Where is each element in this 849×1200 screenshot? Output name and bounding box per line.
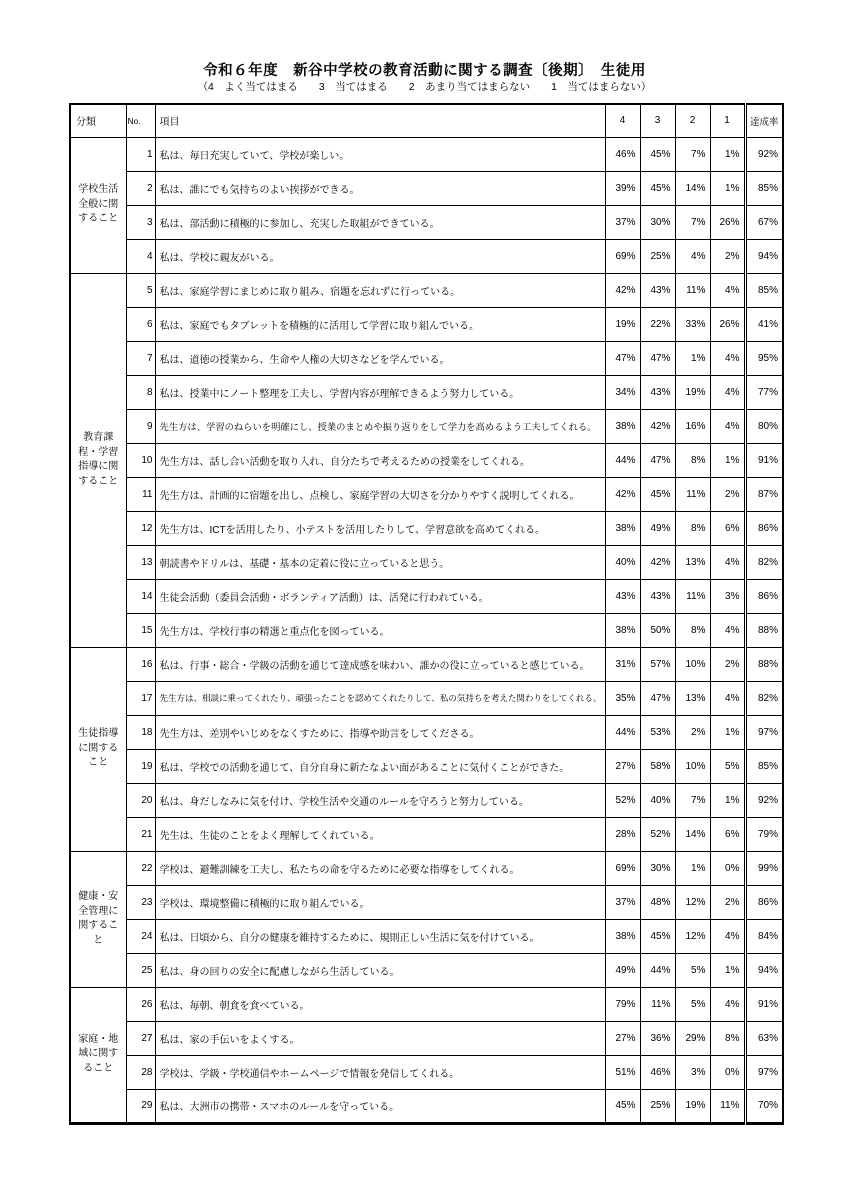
survey-results-table bbox=[69, 103, 784, 1125]
survey-table-body bbox=[70, 137, 783, 1123]
value-rating-3: 47% bbox=[640, 681, 675, 715]
value-rating-2: 7% bbox=[675, 783, 710, 817]
achievement-rate: 84% bbox=[745, 919, 783, 953]
value-rating-3: 44% bbox=[640, 953, 675, 987]
row-number: 7 bbox=[126, 341, 155, 375]
value-rating-4: 46% bbox=[605, 137, 640, 171]
page-title: 令和６年度 新谷中学校の教育活動に関する調査〔後期〕 生徒用 bbox=[203, 63, 646, 79]
achievement-rate: 94% bbox=[745, 239, 783, 273]
value-rating-2: 5% bbox=[675, 987, 710, 1021]
value-rating-4: 34% bbox=[605, 375, 640, 409]
achievement-rate: 85% bbox=[745, 171, 783, 205]
table-row bbox=[70, 783, 783, 817]
header-achievement-rate: 達成率 bbox=[745, 104, 783, 137]
value-rating-4: 40% bbox=[605, 545, 640, 579]
value-rating-1: 0% bbox=[710, 851, 745, 885]
value-rating-3: 50% bbox=[640, 613, 675, 647]
value-rating-1: 2% bbox=[710, 477, 745, 511]
value-rating-1: 2% bbox=[710, 239, 745, 273]
table-row bbox=[70, 749, 783, 783]
value-rating-3: 42% bbox=[640, 409, 675, 443]
value-rating-3: 43% bbox=[640, 375, 675, 409]
value-rating-4: 31% bbox=[605, 647, 640, 681]
row-number: 10 bbox=[126, 443, 155, 477]
value-rating-1: 5% bbox=[710, 749, 745, 783]
value-rating-4: 42% bbox=[605, 273, 640, 307]
table-row bbox=[70, 477, 783, 511]
value-rating-1: 4% bbox=[710, 545, 745, 579]
header-rating-4: 4 bbox=[605, 104, 640, 137]
value-rating-4: 49% bbox=[605, 953, 640, 987]
item-text: 私は、誰にでも気持ちのよい挨拶ができる。 bbox=[155, 171, 605, 205]
table-row bbox=[70, 1021, 783, 1055]
value-rating-4: 35% bbox=[605, 681, 640, 715]
row-number: 29 bbox=[126, 1089, 155, 1123]
value-rating-2: 10% bbox=[675, 749, 710, 783]
value-rating-1: 4% bbox=[710, 987, 745, 1021]
item-text: 先生方は、学校行事の精選と重点化を図っている。 bbox=[155, 613, 605, 647]
table-row bbox=[70, 715, 783, 749]
value-rating-3: 25% bbox=[640, 1089, 675, 1123]
achievement-rate: 79% bbox=[745, 817, 783, 851]
row-number: 28 bbox=[126, 1055, 155, 1089]
achievement-rate: 80% bbox=[745, 409, 783, 443]
value-rating-4: 44% bbox=[605, 443, 640, 477]
value-rating-1: 1% bbox=[710, 171, 745, 205]
row-number: 24 bbox=[126, 919, 155, 953]
value-rating-4: 37% bbox=[605, 205, 640, 239]
value-rating-1: 1% bbox=[710, 715, 745, 749]
value-rating-4: 38% bbox=[605, 919, 640, 953]
value-rating-4: 51% bbox=[605, 1055, 640, 1089]
category-cell: 学校生活全般に関すること bbox=[70, 137, 126, 273]
row-number: 18 bbox=[126, 715, 155, 749]
item-text: 学校は、環境整備に積極的に取り組んでいる。 bbox=[155, 885, 605, 919]
value-rating-4: 44% bbox=[605, 715, 640, 749]
value-rating-3: 46% bbox=[640, 1055, 675, 1089]
table-row bbox=[70, 851, 783, 885]
value-rating-2: 4% bbox=[675, 239, 710, 273]
value-rating-1: 2% bbox=[710, 885, 745, 919]
achievement-rate: 86% bbox=[745, 579, 783, 613]
value-rating-3: 52% bbox=[640, 817, 675, 851]
row-number: 16 bbox=[126, 647, 155, 681]
table-row bbox=[70, 545, 783, 579]
row-number: 14 bbox=[126, 579, 155, 613]
row-number: 26 bbox=[126, 987, 155, 1021]
item-text: 私は、身の回りの安全に配慮しながら生活している。 bbox=[155, 953, 605, 987]
header-item: 項目 bbox=[155, 104, 605, 137]
category-cell: 健康・安全管理に関すること bbox=[70, 851, 126, 987]
table-row bbox=[70, 647, 783, 681]
value-rating-2: 13% bbox=[675, 681, 710, 715]
value-rating-2: 3% bbox=[675, 1055, 710, 1089]
value-rating-2: 11% bbox=[675, 273, 710, 307]
value-rating-1: 26% bbox=[710, 307, 745, 341]
item-text: 学校は、避難訓練を工夫し、私たちの命を守るために必要な指導をしてくれる。 bbox=[155, 851, 605, 885]
item-text: 先生方は、話し合い活動を取り入れ、自分たちで考えるための授業をしてくれる。 bbox=[155, 443, 605, 477]
category-cell: 教育課程・学習指導に関すること bbox=[70, 273, 126, 647]
value-rating-1: 6% bbox=[710, 817, 745, 851]
row-number: 1 bbox=[126, 137, 155, 171]
value-rating-4: 45% bbox=[605, 1089, 640, 1123]
item-text: 私は、家の手伝いをよくする。 bbox=[155, 1021, 605, 1055]
value-rating-2: 5% bbox=[675, 953, 710, 987]
value-rating-4: 19% bbox=[605, 307, 640, 341]
row-number: 12 bbox=[126, 511, 155, 545]
value-rating-3: 47% bbox=[640, 341, 675, 375]
value-rating-3: 22% bbox=[640, 307, 675, 341]
row-number: 20 bbox=[126, 783, 155, 817]
achievement-rate: 87% bbox=[745, 477, 783, 511]
value-rating-1: 8% bbox=[710, 1021, 745, 1055]
value-rating-2: 1% bbox=[675, 341, 710, 375]
achievement-rate: 86% bbox=[745, 511, 783, 545]
row-number: 4 bbox=[126, 239, 155, 273]
achievement-rate: 85% bbox=[745, 273, 783, 307]
table-row bbox=[70, 1055, 783, 1089]
header-category: 分類 bbox=[70, 104, 126, 137]
value-rating-2: 12% bbox=[675, 919, 710, 953]
value-rating-3: 49% bbox=[640, 511, 675, 545]
value-rating-4: 69% bbox=[605, 239, 640, 273]
table-row bbox=[70, 273, 783, 307]
table-row bbox=[70, 817, 783, 851]
value-rating-2: 13% bbox=[675, 545, 710, 579]
row-number: 5 bbox=[126, 273, 155, 307]
item-text: 生徒会活動（委員会活動・ボランティア活動）は、活発に行われている。 bbox=[155, 579, 605, 613]
item-text: 先生方は、計画的に宿題を出し、点検し、家庭学習の大切さを分かりやすく説明してくれる。 bbox=[155, 477, 605, 511]
value-rating-1: 4% bbox=[710, 919, 745, 953]
value-rating-3: 25% bbox=[640, 239, 675, 273]
row-number: 13 bbox=[126, 545, 155, 579]
achievement-rate: 92% bbox=[745, 137, 783, 171]
value-rating-3: 45% bbox=[640, 477, 675, 511]
value-rating-1: 0% bbox=[710, 1055, 745, 1089]
value-rating-3: 53% bbox=[640, 715, 675, 749]
achievement-rate: 77% bbox=[745, 375, 783, 409]
header-rating-1: 1 bbox=[710, 104, 745, 137]
row-number: 21 bbox=[126, 817, 155, 851]
table-header-row bbox=[70, 104, 783, 137]
header-rating-3: 3 bbox=[640, 104, 675, 137]
achievement-rate: 67% bbox=[745, 205, 783, 239]
value-rating-4: 47% bbox=[605, 341, 640, 375]
value-rating-2: 14% bbox=[675, 171, 710, 205]
value-rating-1: 4% bbox=[710, 409, 745, 443]
achievement-rate: 97% bbox=[745, 715, 783, 749]
table-row bbox=[70, 307, 783, 341]
table-row bbox=[70, 171, 783, 205]
value-rating-2: 19% bbox=[675, 1089, 710, 1123]
value-rating-2: 11% bbox=[675, 579, 710, 613]
value-rating-4: 27% bbox=[605, 749, 640, 783]
value-rating-4: 38% bbox=[605, 511, 640, 545]
table-row bbox=[70, 681, 783, 715]
value-rating-4: 52% bbox=[605, 783, 640, 817]
value-rating-1: 1% bbox=[710, 953, 745, 987]
achievement-rate: 88% bbox=[745, 613, 783, 647]
value-rating-3: 57% bbox=[640, 647, 675, 681]
achievement-rate: 88% bbox=[745, 647, 783, 681]
value-rating-2: 11% bbox=[675, 477, 710, 511]
item-text: 先生方は、ICTを活用したり、小テストを活用したりして、学習意欲を高めてくれる。 bbox=[155, 511, 605, 545]
row-number: 11 bbox=[126, 477, 155, 511]
value-rating-1: 26% bbox=[710, 205, 745, 239]
row-number: 2 bbox=[126, 171, 155, 205]
achievement-rate: 99% bbox=[745, 851, 783, 885]
value-rating-3: 48% bbox=[640, 885, 675, 919]
table-row bbox=[70, 511, 783, 545]
value-rating-2: 8% bbox=[675, 511, 710, 545]
value-rating-3: 30% bbox=[640, 205, 675, 239]
value-rating-3: 43% bbox=[640, 273, 675, 307]
item-text: 私は、授業中にノート整理を工夫し、学習内容が理解できるよう努力している。 bbox=[155, 375, 605, 409]
value-rating-4: 42% bbox=[605, 477, 640, 511]
item-text: 私は、道徳の授業から、生命や人権の大切さなどを学んでいる。 bbox=[155, 341, 605, 375]
item-text: 先生方は、学習のねらいを明確にし、授業のまとめや振り返りをして学力を高めるよう工夫してくれる。 bbox=[155, 409, 605, 443]
value-rating-3: 43% bbox=[640, 579, 675, 613]
value-rating-4: 27% bbox=[605, 1021, 640, 1055]
achievement-rate: 94% bbox=[745, 953, 783, 987]
row-number: 15 bbox=[126, 613, 155, 647]
row-number: 27 bbox=[126, 1021, 155, 1055]
value-rating-2: 7% bbox=[675, 137, 710, 171]
value-rating-1: 4% bbox=[710, 681, 745, 715]
value-rating-1: 1% bbox=[710, 137, 745, 171]
row-number: 6 bbox=[126, 307, 155, 341]
table-row bbox=[70, 239, 783, 273]
row-number: 3 bbox=[126, 205, 155, 239]
item-text: 朝読書やドリルは、基礎・基本の定着に役に立っていると思う。 bbox=[155, 545, 605, 579]
achievement-rate: 97% bbox=[745, 1055, 783, 1089]
value-rating-4: 38% bbox=[605, 613, 640, 647]
value-rating-3: 42% bbox=[640, 545, 675, 579]
item-text: 先生方は、差別やいじめをなくすために、指導や助言をしてくださる。 bbox=[155, 715, 605, 749]
item-text: 私は、毎日充実していて、学校が楽しい。 bbox=[155, 137, 605, 171]
table-row bbox=[70, 443, 783, 477]
item-text: 私は、行事・総合・学級の活動を通じて達成感を味わい、誰かの役に立っていると感じている。 bbox=[155, 647, 605, 681]
achievement-rate: 82% bbox=[745, 545, 783, 579]
table-row bbox=[70, 205, 783, 239]
value-rating-4: 28% bbox=[605, 817, 640, 851]
value-rating-1: 2% bbox=[710, 647, 745, 681]
value-rating-3: 47% bbox=[640, 443, 675, 477]
value-rating-1: 4% bbox=[710, 273, 745, 307]
row-number: 19 bbox=[126, 749, 155, 783]
value-rating-1: 3% bbox=[710, 579, 745, 613]
header-rating-2: 2 bbox=[675, 104, 710, 137]
category-cell: 生徒指導に関すること bbox=[70, 647, 126, 851]
table-row bbox=[70, 137, 783, 171]
achievement-rate: 70% bbox=[745, 1089, 783, 1123]
table-row bbox=[70, 919, 783, 953]
achievement-rate: 63% bbox=[745, 1021, 783, 1055]
value-rating-3: 45% bbox=[640, 171, 675, 205]
value-rating-2: 16% bbox=[675, 409, 710, 443]
value-rating-1: 4% bbox=[710, 613, 745, 647]
achievement-rate: 41% bbox=[745, 307, 783, 341]
achievement-rate: 92% bbox=[745, 783, 783, 817]
value-rating-2: 10% bbox=[675, 647, 710, 681]
value-rating-1: 6% bbox=[710, 511, 745, 545]
value-rating-2: 14% bbox=[675, 817, 710, 851]
value-rating-3: 11% bbox=[640, 987, 675, 1021]
rating-scale-legend: （4 よく当てはまる 3 当てはまる 2 あまり当てはまらない 1 当てはまらない） bbox=[197, 81, 652, 93]
row-number: 25 bbox=[126, 953, 155, 987]
value-rating-2: 19% bbox=[675, 375, 710, 409]
table-row bbox=[70, 375, 783, 409]
item-text: 私は、毎朝、朝食を食べている。 bbox=[155, 987, 605, 1021]
value-rating-2: 8% bbox=[675, 613, 710, 647]
achievement-rate: 82% bbox=[745, 681, 783, 715]
value-rating-2: 8% bbox=[675, 443, 710, 477]
table-row bbox=[70, 409, 783, 443]
item-text: 学校は、学級・学校通信やホームページで情報を発信してくれる。 bbox=[155, 1055, 605, 1089]
achievement-rate: 91% bbox=[745, 987, 783, 1021]
row-number: 22 bbox=[126, 851, 155, 885]
value-rating-2: 1% bbox=[675, 851, 710, 885]
value-rating-3: 30% bbox=[640, 851, 675, 885]
table-row bbox=[70, 341, 783, 375]
value-rating-4: 38% bbox=[605, 409, 640, 443]
table-row bbox=[70, 885, 783, 919]
value-rating-4: 69% bbox=[605, 851, 640, 885]
table-row bbox=[70, 953, 783, 987]
value-rating-1: 1% bbox=[710, 783, 745, 817]
value-rating-4: 39% bbox=[605, 171, 640, 205]
item-text: 私は、日頃から、自分の健康を維持するために、規則正しい生活に気を付けている。 bbox=[155, 919, 605, 953]
table-row bbox=[70, 579, 783, 613]
value-rating-3: 40% bbox=[640, 783, 675, 817]
value-rating-1: 4% bbox=[710, 375, 745, 409]
item-text: 私は、学校に親友がいる。 bbox=[155, 239, 605, 273]
value-rating-3: 58% bbox=[640, 749, 675, 783]
value-rating-3: 36% bbox=[640, 1021, 675, 1055]
achievement-rate: 91% bbox=[745, 443, 783, 477]
value-rating-2: 33% bbox=[675, 307, 710, 341]
item-text: 私は、家庭学習にまじめに取り組み、宿題を忘れずに行っている。 bbox=[155, 273, 605, 307]
row-number: 8 bbox=[126, 375, 155, 409]
row-number: 9 bbox=[126, 409, 155, 443]
table-row bbox=[70, 1089, 783, 1123]
achievement-rate: 95% bbox=[745, 341, 783, 375]
item-text: 私は、大洲市の携帯・スマホのルールを守っている。 bbox=[155, 1089, 605, 1123]
item-text: 先生は、生徒のことをよく理解してくれている。 bbox=[155, 817, 605, 851]
value-rating-1: 4% bbox=[710, 341, 745, 375]
item-text: 先生方は、相談に乗ってくれたり、頑張ったことを認めてくれたりして、私の気持ちを考えた関わりをしてくれる。 bbox=[155, 681, 605, 715]
value-rating-2: 29% bbox=[675, 1021, 710, 1055]
achievement-rate: 86% bbox=[745, 885, 783, 919]
value-rating-1: 1% bbox=[710, 443, 745, 477]
value-rating-2: 12% bbox=[675, 885, 710, 919]
item-text: 私は、部活動に積極的に参加し、充実した取組ができている。 bbox=[155, 205, 605, 239]
value-rating-4: 43% bbox=[605, 579, 640, 613]
value-rating-4: 37% bbox=[605, 885, 640, 919]
value-rating-2: 2% bbox=[675, 715, 710, 749]
value-rating-4: 79% bbox=[605, 987, 640, 1021]
item-text: 私は、学校での活動を通じて、自分自身に新たなよい面があることに気付くことができた。 bbox=[155, 749, 605, 783]
item-text: 私は、家庭でもタブレットを積極的に活用して学習に取り組んでいる。 bbox=[155, 307, 605, 341]
value-rating-3: 45% bbox=[640, 137, 675, 171]
value-rating-3: 45% bbox=[640, 919, 675, 953]
row-number: 17 bbox=[126, 681, 155, 715]
table-row bbox=[70, 987, 783, 1021]
category-cell: 家庭・地域に関すること bbox=[70, 987, 126, 1123]
header-no: No. bbox=[126, 104, 155, 137]
achievement-rate: 85% bbox=[745, 749, 783, 783]
table-row bbox=[70, 613, 783, 647]
value-rating-2: 7% bbox=[675, 205, 710, 239]
item-text: 私は、身だしなみに気を付け、学校生活や交通のルールを守ろうと努力している。 bbox=[155, 783, 605, 817]
value-rating-1: 11% bbox=[710, 1089, 745, 1123]
row-number: 23 bbox=[126, 885, 155, 919]
